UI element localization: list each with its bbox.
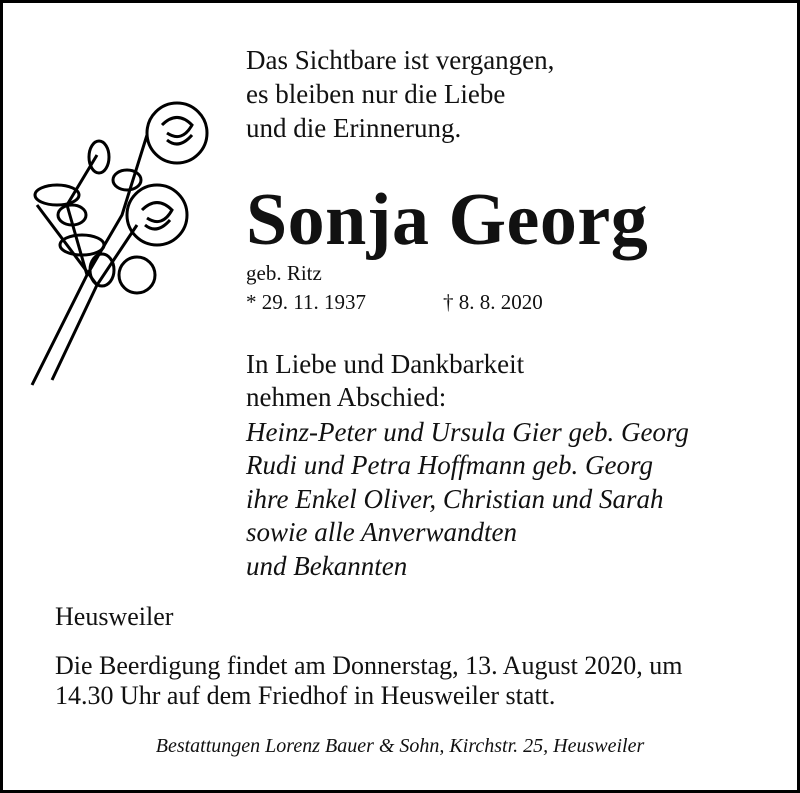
maiden-name: geb. Ritz	[246, 261, 322, 285]
birth-date: * 29. 11. 1937	[246, 290, 366, 314]
verse-line: Das Sichtbare ist vergangen,	[246, 45, 555, 75]
funeral-line: 14.30 Uhr auf dem Friedhof in Heusweiler statt.	[55, 681, 556, 710]
mourner-line: und Bekannten	[246, 551, 408, 581]
verse-line: es bleiben nur die Liebe	[246, 79, 506, 109]
mourner-line: Heinz-Peter und Ursula Gier geb. Georg	[246, 417, 689, 447]
rose-illustration-icon	[27, 95, 227, 395]
undertaker: Bestattungen Lorenz Bauer & Sohn, Kirchstr. 25, Heusweiler	[155, 735, 645, 757]
mourner-line: sowie alle Anverwandten	[246, 517, 517, 547]
farewell-line: nehmen Abschied:	[246, 382, 447, 412]
farewell-line: In Liebe und Dankbarkeit	[246, 349, 525, 379]
verse-line: und die Erinnerung.	[246, 113, 462, 143]
place: Heusweiler	[55, 602, 174, 631]
deceased-name: Sonja Georg	[246, 179, 649, 261]
funeral-line: Die Beerdigung findet am Donnerstag, 13. August 2020, um	[55, 651, 683, 680]
mourner-line: ihre Enkel Oliver, Christian und Sarah	[246, 484, 664, 514]
death-date: † 8. 8. 2020	[443, 290, 543, 314]
mourner-line: Rudi und Petra Hoffmann geb. Georg	[246, 450, 653, 480]
